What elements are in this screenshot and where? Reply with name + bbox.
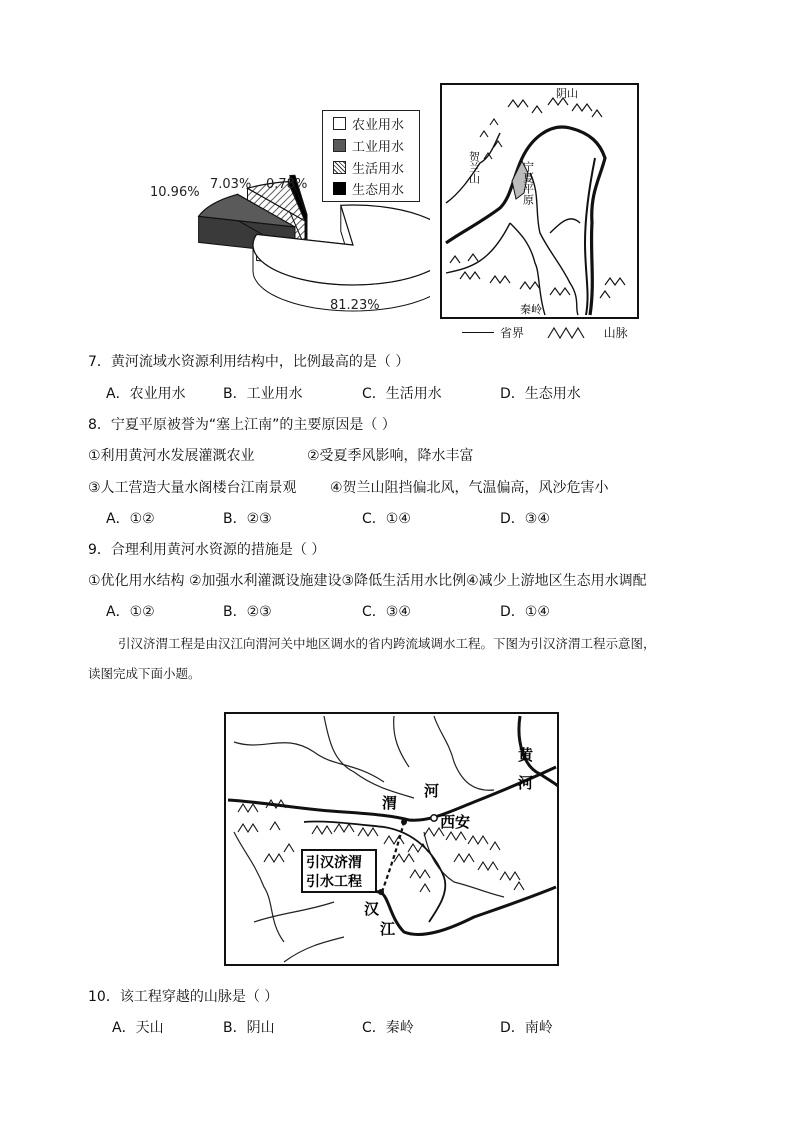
- legend-item-domestic: 生活用水: [333, 161, 404, 178]
- question-8-stem: 8．宁夏平原被誉为“塞上江南”的主要原因是（ ）: [88, 417, 396, 433]
- start-point: [378, 889, 384, 895]
- legend-swatch: [333, 161, 346, 174]
- label-project-1: 引汉济渭: [306, 855, 362, 871]
- label-agricultural: 81.23%: [330, 298, 380, 313]
- legend-item-industrial: 工业用水: [333, 139, 404, 156]
- yellow-river-map: [440, 83, 640, 320]
- hanjiang-weihe-map: [224, 712, 560, 967]
- label-domestic: 7.03%: [210, 177, 252, 192]
- q8-statement-3: ③人工营造大量水阁楼台江南景观: [88, 480, 297, 496]
- q8-option-b[interactable]: B．②③: [223, 511, 272, 527]
- label-ecological: 0.78%: [266, 177, 308, 192]
- q10-option-c[interactable]: C．秦岭: [362, 1020, 414, 1036]
- legend-boundary: 省界: [500, 326, 525, 340]
- q10-option-d[interactable]: D．南岭: [500, 1020, 553, 1036]
- q8-statement-2: ②受夏季风影响，降水丰富: [307, 448, 474, 464]
- q9-option-a[interactable]: A．①②: [106, 604, 155, 620]
- question-7-stem: 7．黄河流域水资源利用结构中，比例最高的是（ ）: [88, 354, 410, 370]
- q10-option-a[interactable]: A．天山: [112, 1020, 164, 1036]
- q9-option-c[interactable]: C．③④: [362, 604, 411, 620]
- label-wei: 渭: [382, 794, 398, 812]
- q8-option-d[interactable]: D．③④: [500, 511, 550, 527]
- q8-statement-4: ④贺兰山阻挡偏北风，气温偏高，风沙危害小: [330, 480, 609, 496]
- q8-option-a[interactable]: A．①②: [106, 511, 155, 527]
- label-xian: 西安: [440, 813, 471, 831]
- label-yinshan: 阴山: [556, 87, 578, 100]
- question-9-stem: 9．合理利用黄河水资源的措施是（ ）: [88, 542, 326, 558]
- legend-swatch: [333, 117, 346, 130]
- q8-option-c[interactable]: C．①④: [362, 511, 411, 527]
- map1-legend: [462, 325, 628, 341]
- legend-item-agricultural: 农业用水: [333, 117, 404, 134]
- q7-option-c[interactable]: C．生活用水: [362, 386, 442, 402]
- label-industrial: 10.96%: [150, 185, 200, 200]
- q9-statements: ①优化用水结构 ②加强水利灌溉设施建设③降低生活用水比例④减少上游地区生态用水调配: [88, 573, 647, 589]
- label-ningxia: 宁夏平原: [521, 161, 535, 205]
- legend-item-ecological: 生态用水: [333, 182, 404, 199]
- boundary-line-symbol: [462, 332, 494, 333]
- pie-legend: [322, 110, 420, 202]
- label-qinling: 秦岭: [520, 303, 542, 316]
- label-project-2: 引水工程: [306, 874, 362, 890]
- intro-line-2: 读图完成下面小题。: [88, 666, 201, 681]
- mountain-legend-symbol: [546, 325, 596, 339]
- q10-option-b[interactable]: B．阴山: [223, 1020, 275, 1036]
- label-he2: 河: [518, 774, 534, 792]
- label-helan: 贺兰山: [467, 151, 481, 184]
- label-jiang: 江: [380, 920, 396, 938]
- label-han: 汉: [364, 900, 380, 918]
- q9-option-d[interactable]: D．①④: [500, 604, 550, 620]
- label-he: 河: [424, 782, 440, 800]
- q7-option-d[interactable]: D．生态用水: [500, 386, 581, 402]
- q7-option-b[interactable]: B．工业用水: [223, 386, 303, 402]
- intro-line-1: 引汉济渭工程是由汉江向渭河关中地区调水的省内跨流域调水工程。下图为引汉济渭工程示意图，: [118, 636, 656, 651]
- question-10-stem: 10．该工程穿越的山脉是（ ）: [88, 989, 279, 1005]
- label-huang: 黄: [518, 746, 534, 764]
- legend-mountain: 山脉: [603, 326, 628, 340]
- xian-marker: [431, 815, 437, 821]
- legend-swatch: [333, 139, 346, 152]
- q8-statement-1: ①利用黄河水发展灌溉农业: [88, 448, 255, 464]
- q7-option-a[interactable]: A．农业用水: [106, 386, 186, 402]
- q9-option-b[interactable]: B．②③: [223, 604, 272, 620]
- legend-swatch: [333, 182, 346, 195]
- end-point: [401, 819, 407, 825]
